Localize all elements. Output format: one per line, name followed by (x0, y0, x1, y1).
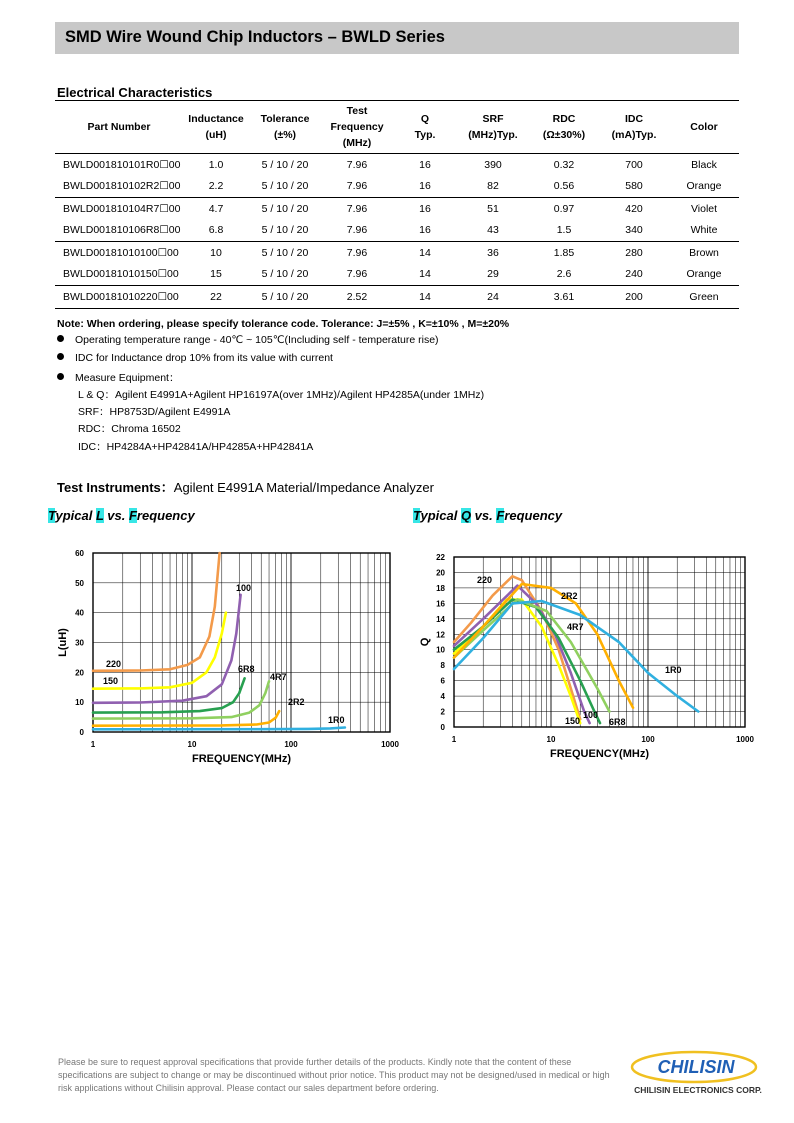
table-cell: White (690, 224, 718, 237)
test-instruments: Test Instruments：Agilent E4991A Material/Impedance Analyzer (57, 480, 434, 495)
table-cell: 16 (419, 224, 431, 237)
page-title: SMD Wire Wound Chip Inductors – BWLD Series (65, 28, 445, 46)
table-cell: 5 / 10 / 20 (261, 224, 309, 237)
y-tick-label: 4 (440, 692, 445, 702)
series-label-6R8: 6R8 (238, 664, 255, 674)
table-cell: 420 (625, 202, 643, 215)
col-color: Color (690, 121, 718, 133)
ordering-note: Note: When ordering, please specify tolerance code. Tolerance: J=±5% , K=±10% , M=±20% (57, 318, 510, 330)
y-axis-label: L(uH) (57, 628, 69, 657)
table-cell: 16 (419, 202, 431, 215)
table-cell: BWLD00181010150☐00 (63, 268, 179, 281)
table-cell: 14 (419, 290, 431, 303)
table-cell: 2.6 (556, 268, 572, 281)
table-cell: 6.8 (208, 224, 224, 237)
col-inductance: Inductance (uH) (188, 113, 244, 141)
table-cell: Brown (689, 246, 719, 259)
table-cell: 82 (487, 180, 499, 193)
table-cell: 10 (210, 246, 222, 259)
table-cell: 22 (210, 290, 222, 303)
chart-title-l: Typical L vs. Frequency (48, 508, 195, 523)
table-cell: 0.32 (553, 158, 575, 171)
series-line-220 (93, 553, 220, 671)
x-tick-label: 1000 (736, 735, 754, 744)
x-tick-label: 1 (90, 740, 96, 749)
table-cell: 7.96 (346, 268, 368, 281)
table-cell: 7.96 (346, 224, 368, 237)
y-tick-label: 20 (436, 568, 445, 578)
x-tick-label: 10 (546, 735, 556, 744)
table-cell: 7.96 (346, 246, 368, 259)
table-cell: 700 (625, 158, 643, 171)
series-label-1R0: 1R0 (665, 665, 682, 675)
series-label-2R2: 2R2 (561, 591, 578, 601)
series-label-100: 100 (236, 583, 252, 593)
y-tick-label: 22 (436, 553, 445, 562)
logo-company-name: CHILISIN ELECTRONICS CORP. (634, 1085, 762, 1095)
table-cell: 580 (625, 180, 643, 193)
equip-rdc: RDC：Chroma 16502 (78, 423, 181, 435)
table-cell: 5 / 10 / 20 (261, 180, 309, 193)
series-label-4R7: 4R7 (270, 672, 287, 682)
table-cell: 1.85 (553, 246, 575, 259)
y-tick-label: 10 (436, 645, 445, 655)
series-label-220: 220 (106, 659, 122, 669)
table-cell: Green (689, 290, 719, 303)
col-q: Q Typ. (414, 113, 436, 141)
q-vs-frequency-chart (400, 535, 794, 775)
equip-idc: IDC：HP4284A+HP42841A/HP4285A+HP42841A (78, 441, 314, 453)
grid (93, 553, 390, 732)
series-label-220: 220 (477, 575, 493, 585)
table-cell: Orange (686, 268, 722, 281)
table-cell: Violet (690, 202, 718, 215)
table-cell: 51 (487, 202, 499, 215)
col-tolerance: Tolerance (±%) (260, 113, 310, 141)
table-cell: 16 (419, 158, 431, 171)
table-cell: 15 (210, 268, 222, 281)
table-cell: 24 (487, 290, 499, 303)
table-cell: 340 (625, 224, 643, 237)
x-tick-label: 1000 (381, 740, 399, 749)
table-header-row (55, 101, 739, 154)
y-tick-label: 20 (75, 668, 84, 678)
table-cell: Black (691, 158, 717, 171)
bullet-dot (57, 373, 64, 380)
bullet-dot (57, 335, 64, 342)
table-cell: 1.0 (208, 158, 224, 171)
bullet-dot (57, 353, 64, 360)
table-row (55, 220, 739, 242)
table-row (55, 198, 739, 220)
table-cell: BWLD00181010220☐00 (63, 290, 179, 303)
table-cell: 0.97 (553, 202, 575, 215)
x-tick-label: 100 (641, 735, 655, 744)
electrical-characteristics-table (55, 100, 739, 309)
y-tick-label: 6 (440, 676, 445, 686)
table-cell: 240 (625, 268, 643, 281)
table-cell: 0.56 (553, 180, 575, 193)
l-vs-frequency-chart (0, 535, 400, 775)
table-cell: 14 (419, 246, 431, 259)
table-cell: 2.52 (346, 290, 368, 303)
table-cell: 200 (625, 290, 643, 303)
series-label-4R7: 4R7 (567, 622, 584, 632)
table-cell: 43 (487, 224, 499, 237)
x-axis-label: FREQUENCY(MHz) (192, 753, 291, 765)
table-cell: 16 (419, 180, 431, 193)
table-cell: 5 / 10 / 20 (261, 268, 309, 281)
table-cell: Orange (686, 180, 722, 193)
table-row (55, 242, 739, 264)
table-cell: 1.5 (556, 224, 572, 237)
chart-title-q: Typical Q vs. Frequency (413, 508, 563, 523)
series-label-100: 100 (583, 710, 599, 720)
table-cell: 7.96 (346, 202, 368, 215)
y-tick-label: 50 (75, 578, 84, 588)
x-tick-label: 10 (187, 740, 197, 749)
equip-srf: SRF：HP8753D/Agilent E4991A (78, 406, 231, 418)
series-line-1R0 (93, 728, 345, 730)
table-cell: 5 / 10 / 20 (261, 202, 309, 215)
equip-lq: L & Q：Agilent E4991A+Agilent HP16197A(over 1MHz)/Agilent HP4285A(under 1MHz) (78, 389, 485, 401)
y-tick-label: 40 (75, 608, 84, 618)
table-cell: 5 / 10 / 20 (261, 246, 309, 259)
section-title: Electrical Characteristics (57, 85, 213, 100)
chilisin-logo (628, 1048, 768, 1098)
y-tick-label: 0 (440, 723, 445, 732)
bullet-operating-temp: Operating temperature range - 40℃ ~ 105℃(Including self - temperature rise) (57, 334, 439, 346)
table-cell: 5 / 10 / 20 (261, 290, 309, 303)
footer-disclaimer: Please be sure to request approval specifications that provide further details of the products. Kindly note that the content of these specifications are subject to change or may be discontinued without prior notice. This product may not be designed/used in medical or high risk applications without Chilisin approval. Please contact our sales department before ordering. (58, 1057, 610, 1093)
col-part-number: Part Number (87, 121, 151, 133)
table-row (55, 154, 739, 176)
y-tick-label: 60 (75, 549, 84, 558)
table-cell: 7.96 (346, 158, 368, 171)
series-label-2R2: 2R2 (288, 697, 305, 707)
logo-wordmark: CHILISIN (657, 1057, 735, 1077)
table-cell: BWLD00181010100☐00 (63, 246, 179, 259)
header-bar (55, 22, 739, 54)
col-srf: SRF (MHz)Typ. (468, 113, 518, 141)
table-cell: 5 / 10 / 20 (261, 158, 309, 171)
table-cell: BWLD001810102R2☐00 (63, 180, 181, 193)
table-cell: 4.7 (208, 202, 224, 215)
x-tick-label: 1 (451, 735, 457, 744)
col-rdc: RDC (Ω±30%) (542, 113, 586, 141)
y-tick-label: 10 (75, 698, 84, 708)
col-test-frequency: Test Frequency (MHz) (330, 105, 384, 149)
series-label-150: 150 (565, 716, 581, 726)
series-label-150: 150 (103, 676, 119, 686)
series-label-6R8: 6R8 (609, 717, 626, 727)
table-cell: BWLD001810104R7☐00 (63, 202, 181, 215)
y-tick-label: 14 (436, 614, 445, 624)
x-tick-label: 100 (284, 740, 298, 749)
table-cell: 29 (487, 268, 499, 281)
y-tick-label: 18 (436, 583, 445, 593)
table-row (55, 264, 739, 286)
bullet-measure-equipment: Measure Equipment： (57, 370, 179, 385)
table-cell: BWLD001810106R8☐00 (63, 224, 181, 237)
table-cell: 280 (625, 246, 643, 259)
series-label-1R0: 1R0 (328, 715, 345, 725)
y-tick-label: 16 (436, 599, 445, 609)
table-cell: BWLD001810101R0☐00 (63, 158, 181, 171)
table-row (55, 176, 739, 198)
y-tick-label: 30 (75, 638, 84, 648)
table-cell: 2.2 (208, 180, 224, 193)
table-row (55, 286, 739, 309)
y-tick-label: 8 (440, 661, 445, 671)
table-cell: 7.96 (346, 180, 368, 193)
x-axis-label: FREQUENCY(MHz) (550, 748, 649, 760)
col-idc: IDC (mA)Typ. (611, 113, 657, 141)
y-axis-label: Q (419, 637, 431, 647)
y-tick-label: 12 (436, 630, 445, 640)
y-tick-label: 2 (440, 707, 445, 717)
bullet-idc: IDC for Inductance drop 10% from its value with current (57, 352, 333, 364)
y-tick-label: 0 (79, 728, 84, 737)
table-cell: 390 (484, 158, 502, 171)
table-cell: 14 (419, 268, 431, 281)
table-cell: 36 (487, 246, 499, 259)
table-cell: 3.61 (553, 290, 575, 303)
